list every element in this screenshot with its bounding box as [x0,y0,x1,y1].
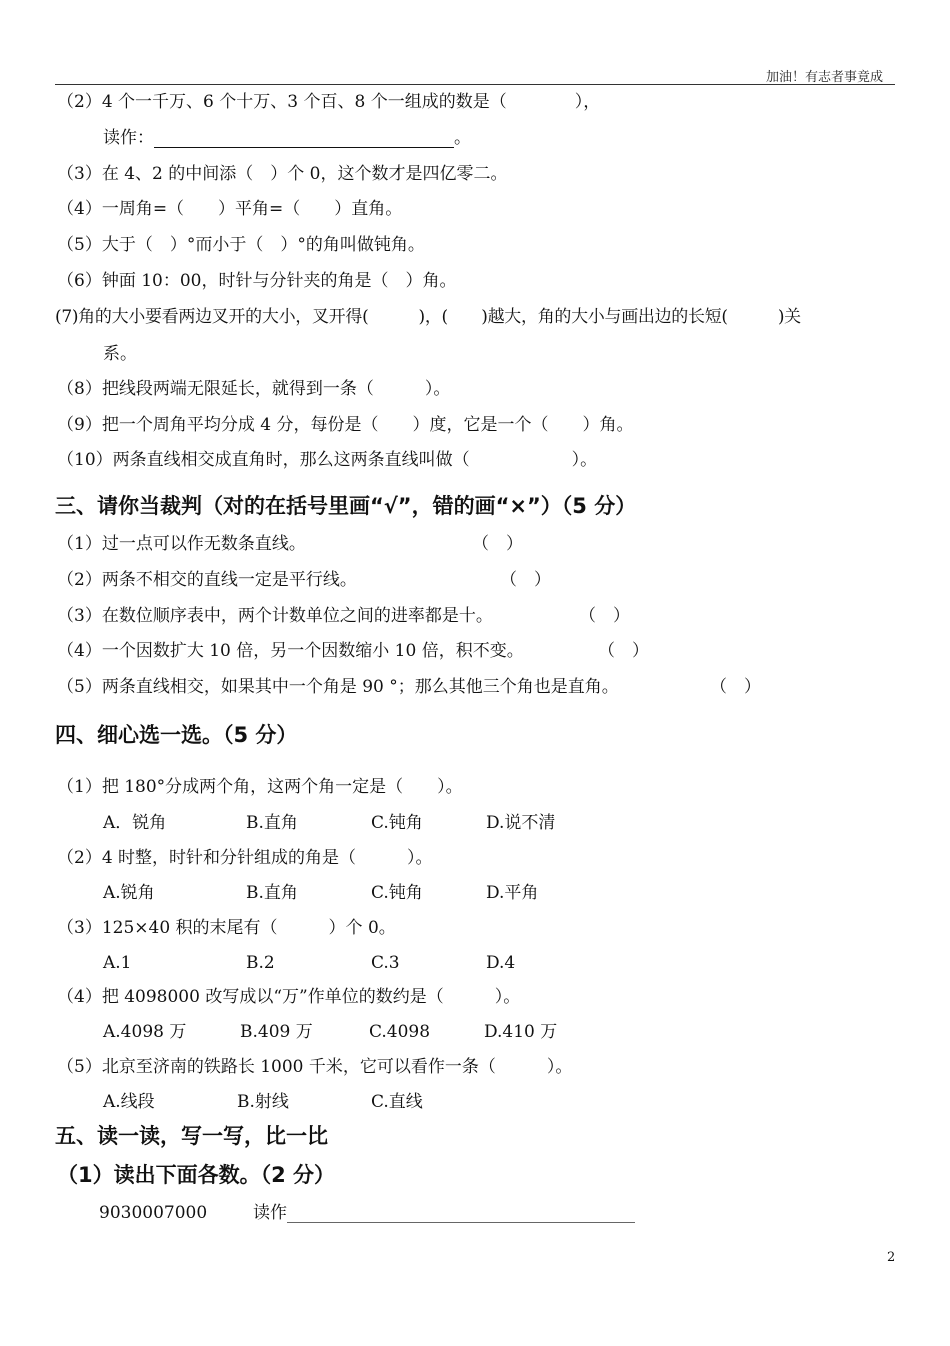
read-blank[interactable] [287,1204,635,1223]
choice-option[interactable]: C.钝角 [371,813,423,833]
choice-option[interactable]: B.射线 [237,1092,289,1112]
reading-blank[interactable] [154,129,454,148]
choice-question-2: （2）4 时整，时针和分针组成的角是（ ）。 [57,848,433,868]
header-rule [55,84,895,85]
choice-option[interactable]: A.4098 万 [103,1022,187,1042]
question-2-3: （3）在 4、2 的中间添（ ）个 0，这个数才是四亿零二。 [57,164,508,184]
question-2-2-reading [103,128,471,148]
choice-option[interactable]: A．锐角 [103,813,167,833]
judge-bracket-3[interactable]: （ ） [579,606,630,626]
header-motto: 加油！有志者事竟成 [766,70,884,85]
question-2-2: （2）4 个一千万、6 个十万、3 个百、8 个一组成的数是（ ）， [57,92,601,112]
question-2-4: （4）一周角=（ ）平角=（ ）直角。 [57,199,403,219]
choice-option[interactable]: C.钝角 [371,883,423,903]
choice-option[interactable]: C.4098 [369,1022,431,1042]
choice-option[interactable]: C.直线 [371,1092,423,1112]
judge-bracket-5[interactable]: （ ） [710,677,761,697]
choice-option[interactable]: D.平角 [486,883,539,903]
question-2-9: （9）把一个周角平均分成 4 分，每份是（ ）度，它是一个（ ）角。 [57,415,634,435]
reading-suffix: 。 [454,128,471,148]
question-2-8: （8）把线段两端无限延长，就得到一条（ ）。 [57,379,451,399]
judge-bracket-2[interactable]: （ ） [500,570,551,590]
choice-question-1: （1）把 180°分成两个角，这两个角一定是（ ）。 [57,777,463,797]
judge-item-4: （4）一个因数扩大 10 倍，另一个因数缩小 10 倍，积不变。 [57,641,524,661]
judge-bracket-4[interactable]: （ ） [598,641,649,661]
read-label: 读作 [253,1203,287,1223]
choice-option[interactable]: B.直角 [246,813,298,833]
section-3-title: 三、请你当裁判（对的在括号里画“√”，错的画“×”）（5 分） [55,494,637,518]
choice-option[interactable]: B.2 [246,953,275,973]
choice-question-4: （4）把 4098000 改写成以“万”作单位的数约是（ ）。 [57,987,521,1007]
choice-option[interactable]: B.409 万 [240,1022,313,1042]
judge-item-2: （2）两条不相交的直线一定是平行线。 [57,570,357,590]
section-4-title: 四、细心选一选。（5 分） [55,723,298,747]
choice-option[interactable]: D.说不清 [486,813,556,833]
number-to-read: 9030007000 [99,1203,208,1223]
question-2-7-cont: 系。 [103,344,137,364]
judge-item-1: （1）过一点可以作无数条直线。 [57,534,306,554]
choice-option[interactable]: A.1 [103,953,132,973]
question-2-10: （10）两条直线相交成直角时，那么这两条直线叫做（ ）。 [57,450,598,470]
judge-item-3: （3）在数位顺序表中，两个计数单位之间的进率都是十。 [57,606,493,626]
choice-option[interactable]: A.锐角 [103,883,155,903]
question-2-7: (7)角的大小要看两边叉开的大小，叉开得( )，( )越大，角的大小与画出边的长短( )关 [55,307,801,327]
choice-option[interactable]: C.3 [371,953,400,973]
choice-question-3: （3）125×40 积的末尾有（ ）个 0。 [57,918,396,938]
choice-question-5: （5）北京至济南的铁路长 1000 千米，它可以看作一条（ ）。 [57,1057,573,1077]
question-2-6: （6）钟面 10：00，时针与分针夹的角是（ ）角。 [57,271,457,291]
choice-option[interactable]: D.4 [486,953,516,973]
choice-option[interactable]: D.410 万 [484,1022,558,1042]
section-5-title: 五、读一读，写一写，比一比 [55,1124,328,1148]
choice-option[interactable]: B.直角 [246,883,298,903]
reading-label: 读作： [103,128,154,148]
page-number: 2 [887,1250,896,1265]
question-2-5: （5）大于（ ）°而小于（ ）°的角叫做钝角。 [57,235,425,255]
choice-option[interactable]: A.线段 [103,1092,155,1112]
read-answer-line [253,1203,635,1223]
section-5-subtitle: （1）读出下面各数。（2 分） [57,1163,336,1187]
judge-bracket-1[interactable]: （ ） [472,534,523,554]
judge-item-5: （5）两条直线相交，如果其中一个角是 90 °；那么其他三个角也是直角。 [57,677,619,697]
